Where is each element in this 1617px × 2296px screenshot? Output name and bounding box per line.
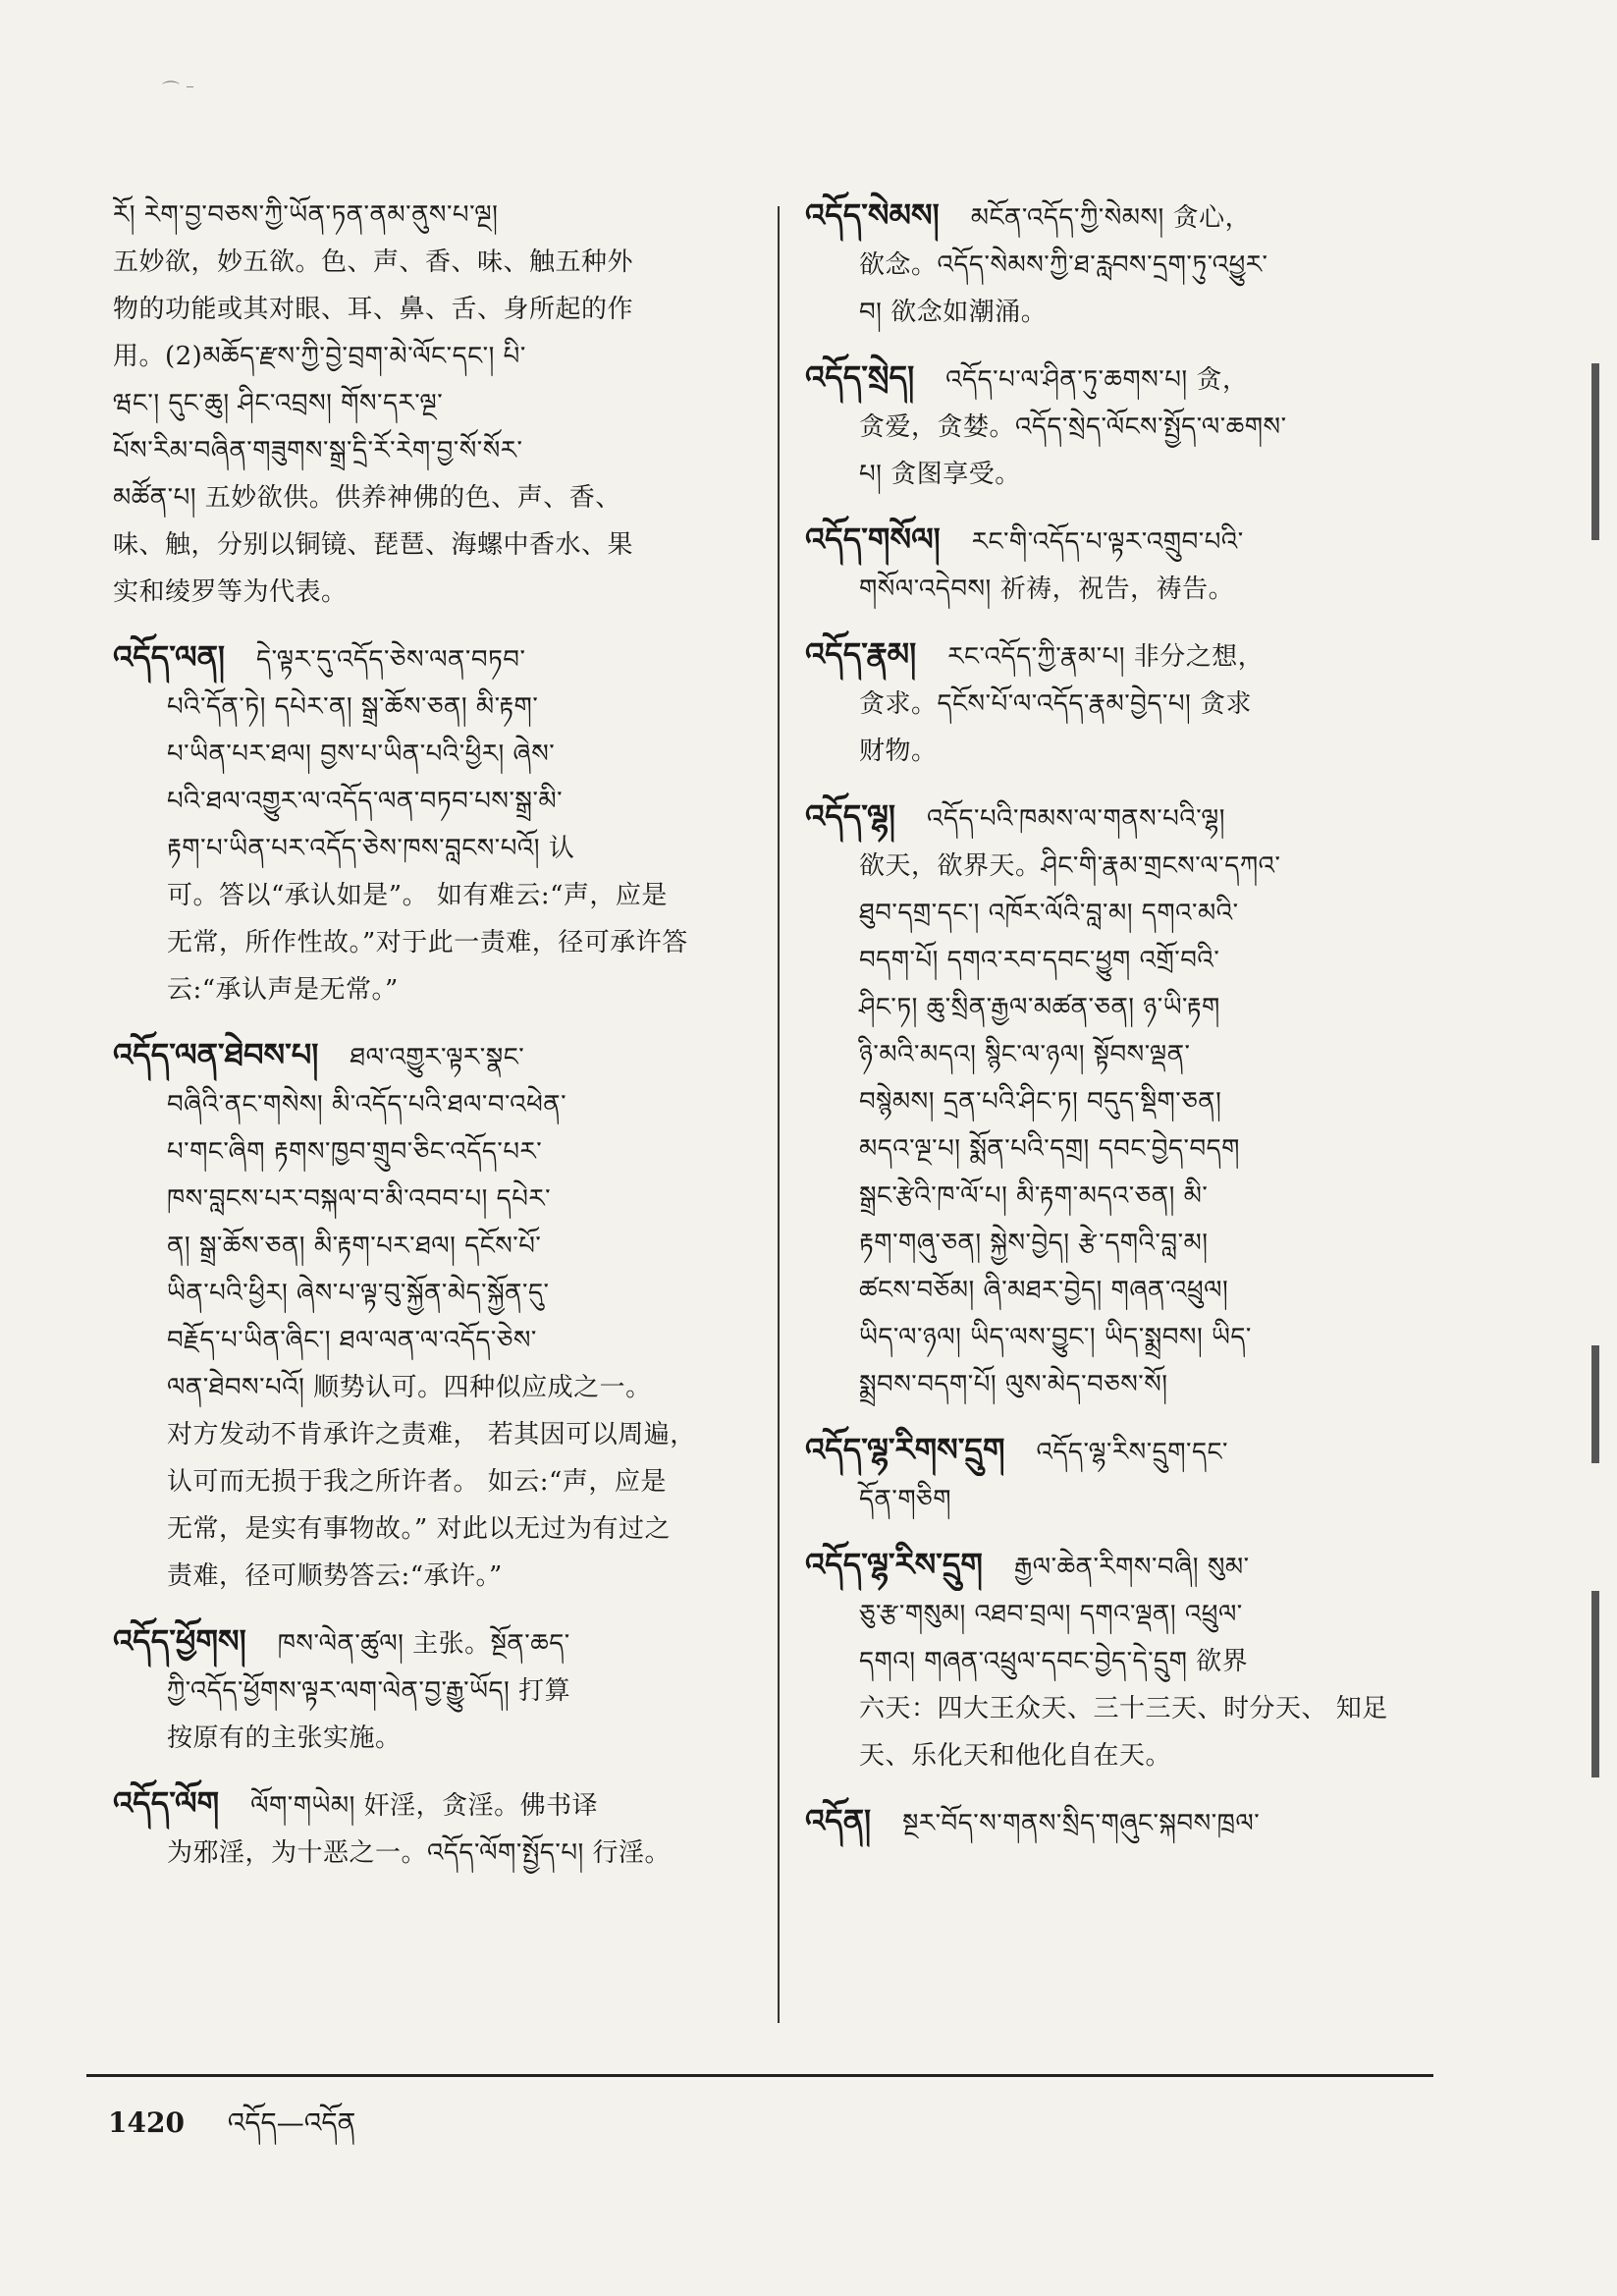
entry-line xyxy=(113,1031,746,1081)
entry-line xyxy=(805,1314,1453,1361)
entry-line xyxy=(805,289,1453,336)
entry-text: བ། 欲念如潮涌。 xyxy=(859,298,1048,327)
entry-text: འདོད་པའི་ཁམས་ལ་གནས་པའི་ལྷ། xyxy=(927,804,1225,834)
entry-text: རང་འདོད་ཀྱི་རྣམ་པ། 非分之想， xyxy=(947,642,1265,672)
dictionary-entry xyxy=(805,516,1453,613)
entry-line xyxy=(113,825,746,872)
entry-line xyxy=(805,1591,1453,1638)
entry-text: རྟག་གཞུ་ཅན། སྐྱེས་བྱེད། རྩེ་དགའི་བླ་མ། xyxy=(859,1229,1209,1258)
entry-text: 按原有的主张实施。 xyxy=(167,1723,402,1753)
entry-text: 为邪淫，为十恶之一。འདོད་ལོག་སྤྱོད་པ། 行淫。 xyxy=(167,1838,672,1868)
entry-line xyxy=(805,937,1453,984)
entry-line xyxy=(113,1081,746,1128)
entry-text: ཅུ་རྩ་གསུམ། འཐབ་བྲལ། དགའ་ལྡན། འཕྲུལ་ xyxy=(859,1600,1243,1629)
entry-text: 五妙欲，妙五欲。色、声、香、味、触五种外 xyxy=(113,247,634,277)
footer-rule xyxy=(86,2074,1433,2077)
dictionary-entry xyxy=(113,1617,746,1762)
entry-headword: འདོན། xyxy=(805,1802,872,1839)
entry-line xyxy=(805,404,1453,451)
entry-line xyxy=(113,872,746,919)
page-range: འདོད—འདོན xyxy=(227,2106,356,2139)
entry-line xyxy=(113,1364,746,1411)
entry-text: 无常，是实有事物故。” 对此以无过为有过之 xyxy=(167,1514,672,1544)
entry-text: འདོད་ལྷ་རིས་དྲུག་དང་ xyxy=(1036,1438,1229,1467)
entry-line xyxy=(113,731,746,778)
entry-line xyxy=(805,1638,1453,1685)
entry-line xyxy=(805,354,1453,404)
entry-line xyxy=(805,516,1453,566)
entry-text: བཞིའི་ནང་གསེས། མི་འདོད་པའི་ཐལ་བ་འཕེན་ xyxy=(167,1090,567,1120)
entry-text: 实和绫罗等为代表。 xyxy=(113,577,348,607)
entry-headword: འདོད་རྣམ། xyxy=(805,635,917,673)
page-number: 1420 xyxy=(108,2106,185,2139)
entry-text: 味、触，分别以铜镜、琵琶、海螺中香水、果 xyxy=(113,530,634,560)
entry-text: པ་ཡིན་པར་ཐལ། བྱས་པ་ཡིན་པའི་ཕྱིར། ཞེས་ xyxy=(167,739,556,769)
left-column xyxy=(113,191,746,1894)
entry-text: བརྗོད་པ་ཡིན་ཞིང་། ཐལ་ལན་ལ་འདོད་ཅེས་ xyxy=(167,1326,537,1355)
entry-text: དེ་ལྟར་དུ་འདོད་ཅེས་ལན་བཏབ་ xyxy=(256,645,526,675)
entry-text: པའི་དོན་ཏེ། དཔེར་ན། སྒྲ་ཆོས་ཅན། མི་རྟག་ xyxy=(167,692,539,722)
entry-line xyxy=(113,1779,746,1830)
entry-text: རྟག་པ་ཡིན་པར་འདོད་ཅེས་ཁས་བླངས་པའོ། 认 xyxy=(167,834,575,863)
right-column xyxy=(805,191,1453,1865)
entry-text: 贪爱，贪婪。འདོད་སྲེད་ལོངས་སྤྱོད་ལ་ཆགས་ xyxy=(859,412,1287,442)
dictionary-entry xyxy=(805,630,1453,775)
entry-line xyxy=(113,380,746,427)
entry-text: 六天：四大王众天、三十三天、时分天、 知足 xyxy=(859,1694,1388,1723)
entry-line xyxy=(805,566,1453,613)
entry-line xyxy=(805,1125,1453,1173)
dictionary-entry xyxy=(805,793,1453,1408)
entry-line xyxy=(805,1361,1453,1408)
entry-line xyxy=(113,1553,746,1600)
entry-text: བསྙེམས། དྲན་པའི་ཤིང་ཏ། བདུད་སྡིག་ཅན། xyxy=(859,1087,1222,1117)
entry-text: མཚོན་པ། 五妙欲供。供养神佛的色、声、香、 xyxy=(113,483,621,513)
margin-scan-mark xyxy=(1591,363,1599,540)
entry-headword: འདོད་ལན་ཐེབས་པ། xyxy=(113,1036,319,1073)
entry-line xyxy=(805,242,1453,289)
entry-text: 云:“承认声是无常。” xyxy=(167,975,399,1005)
entry-text: 可。答以“承认如是”。 如有难云:“声，应是 xyxy=(167,881,668,910)
dictionary-entry xyxy=(805,1426,1453,1523)
entry-text: པ་གང་ཞིག རྟགས་ཁྱབ་གྲུབ་ཅིང་འདོད་པར་ xyxy=(167,1137,543,1167)
entry-line xyxy=(113,474,746,521)
entry-text: ཁས་ལེན་ཚུལ། 主张。སྔོན་ཆད་ xyxy=(277,1629,570,1659)
column-divider xyxy=(778,206,780,2023)
entry-text: སྔར་བོད་ས་གནས་སྲིད་གཞུང་སྐབས་ཁྲལ་ xyxy=(902,1809,1261,1838)
dictionary-entry xyxy=(805,191,1453,336)
entry-text: བདག་པོ། དགའ་རབ་དབང་ཕྱུག འགྲོ་བའི་ xyxy=(859,946,1220,975)
entry-text: ཉི་མའི་མདའ། སྙིང་ལ་ཉལ། སྟོབས་ལྡན་ xyxy=(859,1040,1191,1069)
entry-line xyxy=(805,793,1453,843)
entry-text: 对方发动不肯承许之责难， 若其因可以周遍， xyxy=(167,1420,696,1449)
entry-line xyxy=(805,1078,1453,1125)
entry-line xyxy=(805,1476,1453,1523)
entry-line xyxy=(113,966,746,1013)
entry-line xyxy=(113,1667,746,1715)
entry-line xyxy=(805,1267,1453,1314)
entry-text: 贪求。དངོས་པོ་ལ་འདོད་རྣམ་བྱེད་པ། 贪求 xyxy=(859,689,1253,719)
entry-text: ན། སྒྲ་ཆོས་ཅན། མི་རྟག་པར་ཐལ། དངོས་པོ་ xyxy=(167,1231,542,1261)
entry-line xyxy=(113,1715,746,1762)
margin-scan-mark xyxy=(1591,1591,1599,1777)
entry-line xyxy=(113,1458,746,1505)
entry-line xyxy=(805,1426,1453,1476)
margin-scan-mark xyxy=(1591,1345,1599,1463)
entry-line xyxy=(805,630,1453,681)
entry-text: འདོད་པ་ལ་ཤིན་ཏུ་ཆགས་པ། 贪， xyxy=(945,365,1249,395)
entry-line xyxy=(113,1617,746,1667)
entry-line xyxy=(113,521,746,569)
entry-line xyxy=(805,1797,1453,1847)
entry-text: ཐུབ་དགྲ་དང་། འཁོར་ལོའི་བླ་མ། དགའ་མའི་ xyxy=(859,899,1239,928)
entry-line xyxy=(805,1173,1453,1220)
dictionary-entry xyxy=(805,1797,1453,1847)
entry-headword: འདོད་སྲེད། xyxy=(805,358,915,396)
entry-text: གསོལ་འདེབས། 祈祷，祝告，祷告。 xyxy=(859,574,1235,604)
entry-line xyxy=(113,427,746,474)
entry-text: 欲念。འདོད་སེམས་ཀྱི་ཐ་རླབས་དྲག་ཏུ་འཕྱུར་ xyxy=(859,250,1268,280)
entry-line xyxy=(113,1505,746,1553)
entry-line xyxy=(113,919,746,966)
entry-headword: འདོད་གསོལ། xyxy=(805,520,941,558)
entry-line xyxy=(113,633,746,683)
entry-line xyxy=(113,1223,746,1270)
page-footer xyxy=(108,2092,355,2169)
entry-text: མདའ་ལྔ་པ། སྨོན་པའི་དགྲ། དབང་བྱེད་བདག xyxy=(859,1134,1240,1164)
dictionary-entry xyxy=(113,1031,746,1600)
entry-text: ཚངས་བཅོམ། ཞི་མཐར་བྱེད། གཞན་འཕྲུལ། xyxy=(859,1276,1229,1305)
entry-line xyxy=(805,681,1453,728)
entry-headword: འདོད་ཕྱོགས། xyxy=(113,1622,246,1660)
dictionary-entry xyxy=(113,633,746,1013)
entry-line xyxy=(113,1317,746,1364)
entry-text: སྨྲབས་བདག་པོ། ལུས་མེད་བཅས་སོ། xyxy=(859,1370,1168,1399)
entry-headword: འདོད་ལྷ་རིགས་དྲུག xyxy=(805,1431,1005,1468)
entry-line xyxy=(805,1732,1453,1779)
entry-text: 无常，所作性故。”对于此一责难，径可承许答 xyxy=(167,928,688,957)
entry-line xyxy=(805,890,1453,937)
entry-text: 天、乐化天和他化自在天。 xyxy=(859,1741,1172,1771)
entry-text: ལན་ཐེབས་པའོ། 顺势认可。四种似应成之一。 xyxy=(167,1373,652,1402)
entry-text: ཀྱི་འདོད་ཕྱོགས་ལྟར་ལག་ལེན་བྱ་རྒྱུ་ཡོད། 打算 xyxy=(167,1676,571,1706)
entry-line xyxy=(805,1220,1453,1267)
dictionary-entry xyxy=(113,191,746,616)
entry-line xyxy=(113,1411,746,1458)
entry-text: རྒྱལ་ཆེན་རིགས་བཞི། སུམ་ xyxy=(1013,1553,1250,1582)
entry-text: པའི་ཐལ་འགྱུར་ལ་འདོད་ལན་བཏབ་པས་སྒྲ་མི་ xyxy=(167,787,564,816)
entry-headword: འདོད་སེམས། xyxy=(805,196,940,234)
entry-line xyxy=(113,1128,746,1175)
entry-line xyxy=(113,1830,746,1877)
entry-text: མངོན་འདོད་ཀྱི་སེམས། 贪心， xyxy=(970,203,1252,233)
entry-line xyxy=(113,569,746,616)
entry-text: པ། 贪图享受。 xyxy=(859,460,1021,489)
entry-line xyxy=(805,451,1453,498)
entry-line xyxy=(113,286,746,333)
entry-line xyxy=(113,683,746,731)
entry-headword: འདོད་ལྷ་རིས་དྲུག xyxy=(805,1546,983,1583)
entry-text: 物的功能或其对眼、耳、鼻、舌、身所起的作 xyxy=(113,295,634,324)
entry-line xyxy=(805,191,1453,242)
dictionary-entry xyxy=(805,1541,1453,1779)
dictionary-entry xyxy=(113,1779,746,1877)
entry-text: ཡིན་པའི་ཕྱིར། ཞེས་པ་ལྟ་བུ་སྐྱོན་མེད་སྐྱོན་དུ་ xyxy=(167,1279,550,1308)
entry-text: ཡིད་ལ་ཉལ། ཡིད་ལས་བྱུང་། ཡིད་སྨྲབས། ཡིད་ xyxy=(859,1323,1252,1352)
entry-text: དགའ། གཞན་འཕྲུལ་དབང་བྱེད་དེ་དྲུག 欲界 xyxy=(859,1647,1249,1676)
entry-text: དོན་གཅིག xyxy=(859,1485,952,1514)
entry-line xyxy=(805,1541,1453,1591)
entry-line xyxy=(113,1175,746,1223)
entry-line xyxy=(805,1685,1453,1732)
entry-text: སྒྲང་རྩེའི་ཁ་ལོ་པ། མི་རྟག་མདའ་ཅན། མི་ xyxy=(859,1181,1209,1211)
dictionary-entry xyxy=(805,354,1453,498)
entry-headword: འདོད་ལྷ། xyxy=(805,797,896,835)
entry-text: ལོག་གཡེམ། 奸淫，贪淫。佛书译 xyxy=(250,1791,599,1821)
entry-line xyxy=(113,239,746,286)
entry-text: ཤིང་ཏ། ཆུ་སྲིན་རྒྱལ་མཚན་ཅན། ཉ་ཡི་རྟག xyxy=(859,993,1220,1022)
entry-text: རོ། རེག་བྱ་བཅས་ཀྱི་ཡོན་ཏན་ནམ་ནུས་པ་ལྔ། xyxy=(113,200,499,230)
dust-mark: ⌒ ⁻ xyxy=(162,81,195,101)
entry-text: ཁས་བླངས་པར་བསྐལ་བ་མི་འབབ་པ། དཔེར་ xyxy=(167,1184,552,1214)
entry-text: རང་གི་འདོད་པ་ལྟར་འགྲུབ་པའི་ xyxy=(971,527,1244,557)
entry-text: 责难，径可顺势答云:“承许。” xyxy=(167,1561,503,1591)
entry-line xyxy=(805,843,1453,890)
entry-line xyxy=(805,728,1453,775)
entry-line xyxy=(113,333,746,380)
entry-text: ཝང་། དུང་ཆུ། ཤིང་འབྲས། གོས་དར་ལྔ་ xyxy=(113,389,444,418)
entry-text: 用。(2)མཆོད་རྫས་ཀྱི་བྱེ་བྲག་མེ་ལོང་དང་། པི་ xyxy=(113,342,526,371)
entry-line xyxy=(805,1031,1453,1078)
entry-text: 欲天，欲界天。ཤིང་གི་རྣམ་གྲངས་ལ་དཀའ་ xyxy=(859,851,1281,881)
entry-headword: འདོད་ལོག xyxy=(113,1784,220,1822)
entry-text: པོས་རིམ་བཞིན་གཟུགས་སྒྲ་དྲི་རོ་རེག་བྱ་སོ་སོར་ xyxy=(113,436,523,465)
entry-headword: འདོད་ལན། xyxy=(113,638,226,676)
entry-text: ཐལ་འགྱུར་ལྟར་སྣང་ xyxy=(350,1043,525,1072)
entry-line xyxy=(805,984,1453,1031)
entry-text: 认可而无损于我之所许者。 如云:“声，应是 xyxy=(167,1467,667,1497)
entry-text: 财物。 xyxy=(859,737,938,766)
entry-line xyxy=(113,778,746,825)
entry-line xyxy=(113,1270,746,1317)
entry-line xyxy=(113,191,746,239)
